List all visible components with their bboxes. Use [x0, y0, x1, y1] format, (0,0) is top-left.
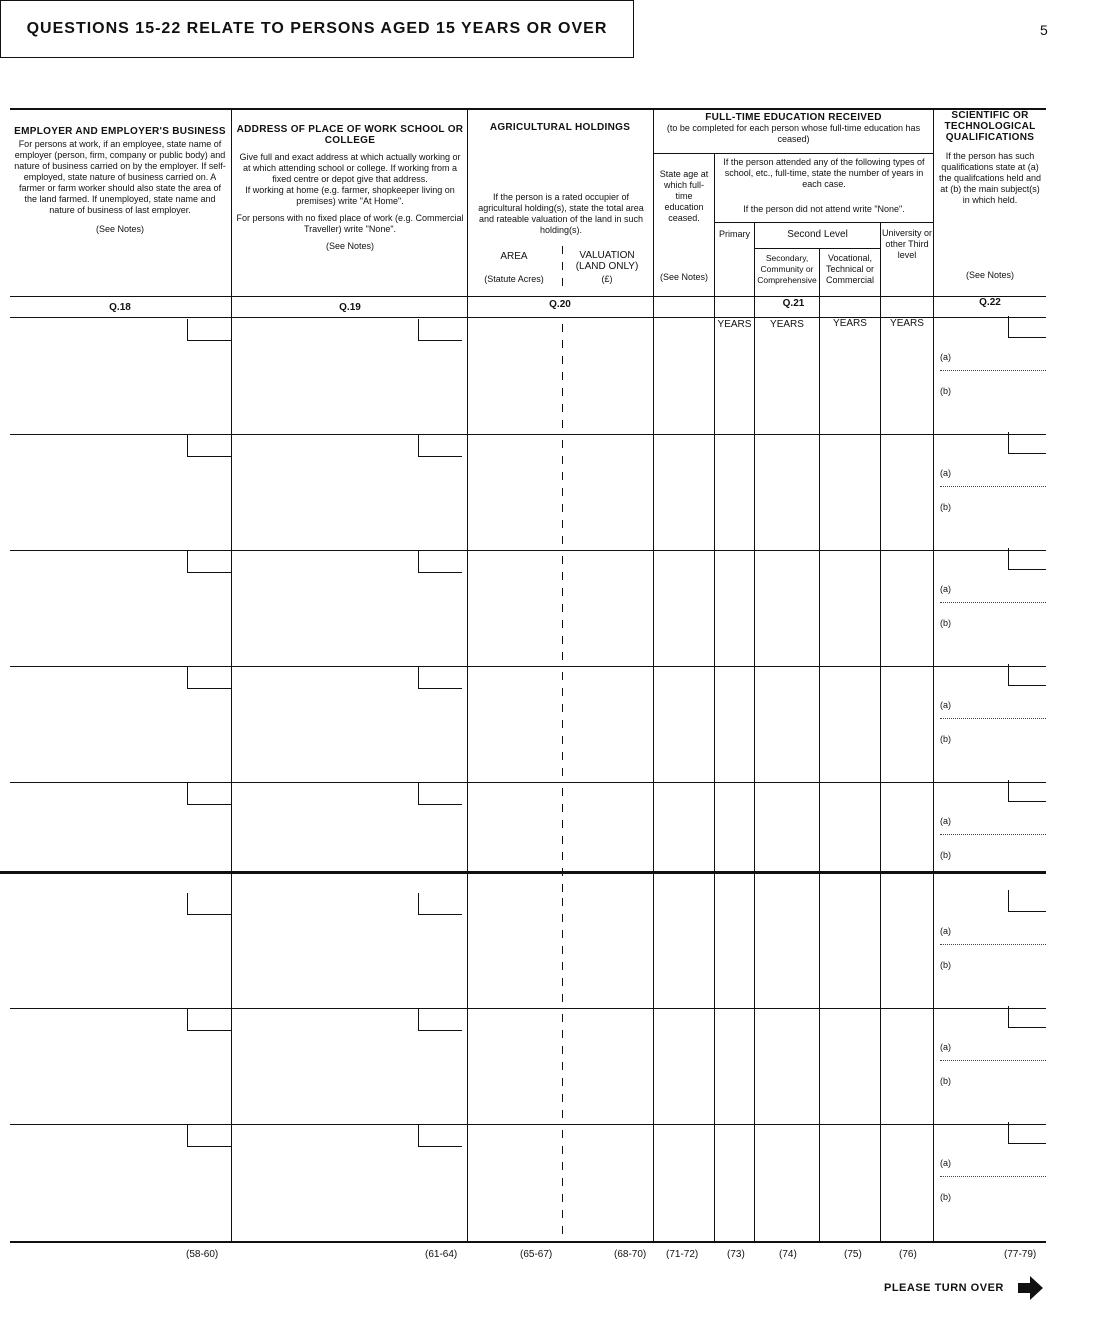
q22-part-b-label: (b): [940, 960, 951, 970]
q20-dashed-divider: [562, 898, 563, 1002]
q19-code-box[interactable]: [418, 435, 462, 457]
q22-part-b-label: (b): [940, 1192, 951, 1202]
row-separator: [10, 434, 1046, 435]
q18-code-box[interactable]: [187, 319, 231, 341]
q22-code: (77-79): [1004, 1249, 1037, 1260]
q21-university-code: (76): [899, 1249, 917, 1260]
q22-part-a-field[interactable]: [940, 370, 1046, 371]
q22-part-a-field[interactable]: [940, 486, 1046, 487]
q21-vocational: Vocational, Technical or Commercial: [825, 253, 875, 285]
q21-secondary-code: (74): [779, 1249, 797, 1260]
q22-code-box[interactable]: [1008, 1006, 1046, 1028]
q20-heading: AGRICULTURAL HOLDINGS: [489, 122, 631, 133]
q20-header-dashed: [562, 246, 563, 288]
q21-subheading: (to be completed for each person whose full-time education has ceased): [666, 123, 921, 144]
q21-header: [656, 112, 931, 145]
q19-notes: (See Notes): [325, 241, 375, 251]
q19-code-box[interactable]: [418, 783, 462, 805]
q22-part-a-label: (a): [940, 1158, 951, 1168]
q18-code-box[interactable]: [187, 551, 231, 573]
q18-code-box[interactable]: [187, 783, 231, 805]
q18-code-box[interactable]: [187, 893, 231, 915]
q21-secondary: Secondary, Community or Comprehensive: [757, 253, 817, 285]
q21-types-text: If the person attended any of the following types of school, etc., full-time, state the number of years in each case.: [723, 157, 925, 189]
q20-area-unit: (Statute Acres): [484, 274, 544, 284]
q21-heading: FULL-TIME EDUCATION RECEIVED: [705, 112, 882, 123]
row-separator: [10, 1008, 1046, 1009]
q22-part-a-label: (a): [940, 584, 951, 594]
row-separator: [10, 1124, 1046, 1125]
q21-university: University or other Third level: [881, 228, 932, 260]
q21-vocational-code: (75): [844, 1249, 862, 1260]
q22-part-b-label: (b): [940, 618, 951, 628]
q19-code-box[interactable]: [418, 893, 462, 915]
q22-part-b-label: (b): [940, 850, 951, 860]
q21-sub-rule: [653, 153, 933, 154]
q21-types-rule: [714, 222, 933, 223]
q19-code: (61-64): [425, 1249, 458, 1260]
q22-header: [936, 110, 1044, 206]
q22-code-box[interactable]: [1008, 664, 1046, 686]
col-divider-4: [933, 108, 934, 1242]
q20-area-code: (65-67): [520, 1249, 553, 1260]
q20-dashed-divider: [562, 324, 563, 428]
q18-code-box[interactable]: [187, 1009, 231, 1031]
years-secondary: YEARS: [770, 319, 804, 330]
q20-area: AREA: [500, 251, 528, 262]
q20-dashed-divider: [562, 672, 563, 776]
q18-code-box[interactable]: [187, 1125, 231, 1147]
q19-header: [236, 124, 464, 252]
q22-code-box[interactable]: [1008, 780, 1046, 802]
q21-label: Q.21: [782, 298, 805, 309]
q18-instructions: For persons at work, if an employee, state name of employer (person, firm, company or public body) and nature of business carried on by the employer. If self-employed, state nature of business carried on. A farmer or farm worker should also state the area of the land farmed. If unemployed, state name and nature of business of last employer.: [14, 139, 226, 215]
col-divider-q21-c: [819, 248, 820, 1242]
q20-valuation-code: (68-70): [614, 1249, 647, 1260]
q19-code-box[interactable]: [418, 319, 462, 341]
q18-code: (58-60): [186, 1249, 219, 1260]
q20-label: Q.20: [549, 299, 571, 310]
q18-code-box[interactable]: [187, 435, 231, 457]
page-number: 5: [1040, 22, 1048, 38]
q22-code-box[interactable]: [1008, 432, 1046, 454]
q20-dashed-divider: [562, 1130, 563, 1234]
q22-instructions: If the person has such qualifications state at (a) the qualifcations held and at (b) the main subject(s) in which held.: [938, 151, 1042, 205]
q21-second-level: Second Level: [787, 229, 848, 240]
q19-instructions: Give full and exact address at which actually working or at which attending school or college. If working from a fixed centre or depot give that address.: [239, 152, 461, 184]
q22-part-b-label: (b): [940, 734, 951, 744]
q22-part-a-field[interactable]: [940, 718, 1046, 719]
q20-dashed-divider: [562, 1014, 563, 1118]
q19-code-box[interactable]: [418, 667, 462, 689]
q18-heading: EMPLOYER AND EMPLOYER'S BUSINESS: [14, 126, 226, 137]
q22-part-a-label: (a): [940, 926, 951, 936]
q22-part-a-field[interactable]: [940, 944, 1046, 945]
row-separator: [10, 550, 1046, 551]
q22-part-a-field[interactable]: [940, 1060, 1046, 1061]
years-university: YEARS: [890, 318, 924, 329]
q19-code-box[interactable]: [418, 1009, 462, 1031]
q21-state-age: State age at which full-time education ceased.: [659, 169, 709, 223]
q22-part-a-label: (a): [940, 700, 951, 710]
q22-notes: (See Notes): [965, 270, 1015, 280]
q22-part-a-label: (a): [940, 352, 951, 362]
q22-code-box[interactable]: [1008, 1122, 1046, 1144]
q19-code-box[interactable]: [418, 551, 462, 573]
col-divider-1: [231, 108, 232, 1242]
q21-state-notes: (See Notes): [659, 272, 709, 282]
q22-part-a-field[interactable]: [940, 602, 1046, 603]
table-bottom-rule: [10, 1241, 1046, 1243]
row-separator: [10, 782, 1046, 783]
q20-instructions: If the person is a rated occupier of agricultural holding(s), state the total area and rateable valuation of the land in such holding(s).: [478, 192, 644, 235]
q22-part-a-field[interactable]: [940, 1176, 1046, 1177]
q22-heading: SCIENTIFIC OR TECHNOLOGICAL QUALIFICATIONS: [944, 110, 1036, 143]
q20-dashed-divider: [562, 440, 563, 544]
q19-code-box[interactable]: [418, 1125, 462, 1147]
q22-part-b-label: (b): [940, 502, 951, 512]
years-primary: YEARS: [717, 319, 752, 330]
q20-valuation: VALUATION (LAND ONLY): [575, 250, 639, 272]
q21-second-level-rule: [754, 248, 880, 249]
q22-code-box[interactable]: [1008, 316, 1046, 338]
turn-over-text: PLEASE TURN OVER: [884, 1282, 1004, 1294]
q19-instructions-2: If working at home (e.g. farmer, shopkeeper living on premises) write "At Home".: [245, 185, 455, 206]
q19-heading: ADDRESS OF PLACE OF WORK SCHOOL OR COLLEGE: [236, 124, 464, 146]
q20-header: [470, 122, 650, 133]
q20-valuation-unit: (£): [601, 274, 613, 284]
q22-part-a-label: (a): [940, 816, 951, 826]
col-divider-2: [467, 108, 468, 1242]
col-divider-q21-d: [880, 222, 881, 1242]
q21-age-code: (71-72): [666, 1249, 699, 1260]
arrow-right-icon: [1016, 1274, 1044, 1302]
header-bottom-rule: [10, 296, 1046, 297]
q21-primary: Primary: [719, 229, 750, 239]
q20-dashed-divider: [562, 556, 563, 660]
fold-rule: [0, 871, 1046, 874]
table-top-rule: [10, 108, 1046, 110]
q18-notes: (See Notes): [95, 224, 145, 234]
col-divider-q21-b: [754, 222, 755, 1242]
q22-part-b-label: (b): [940, 1076, 951, 1086]
col-divider-q21-a: [714, 153, 715, 1242]
q22-part-b-label: (b): [940, 386, 951, 396]
q19-instructions-3: For persons with no fixed place of work (e.g. Commercial Traveller) write "None".: [236, 213, 464, 234]
years-vocational: YEARS: [833, 318, 867, 329]
q22-part-a-label: (a): [940, 468, 951, 478]
q22-part-a-field[interactable]: [940, 834, 1046, 835]
q22-code-box[interactable]: [1008, 548, 1046, 570]
q18-label: Q.18: [109, 302, 131, 313]
q21-none-text: If the person did not attend write "None".: [743, 204, 905, 214]
q20-dashed-divider: [562, 788, 563, 892]
row-separator: [10, 666, 1046, 667]
q19-label: Q.19: [339, 302, 361, 313]
q21-primary-code: (73): [727, 1249, 745, 1260]
page-title: QUESTIONS 15-22 RELATE TO PERSONS AGED 15 YEARS OR OVER: [0, 0, 634, 58]
q18-code-box[interactable]: [187, 667, 231, 689]
q22-part-a-label: (a): [940, 1042, 951, 1052]
q18-header: [14, 126, 226, 235]
q22-code-box[interactable]: [1008, 890, 1046, 912]
q22-label: Q.22: [979, 297, 1001, 308]
